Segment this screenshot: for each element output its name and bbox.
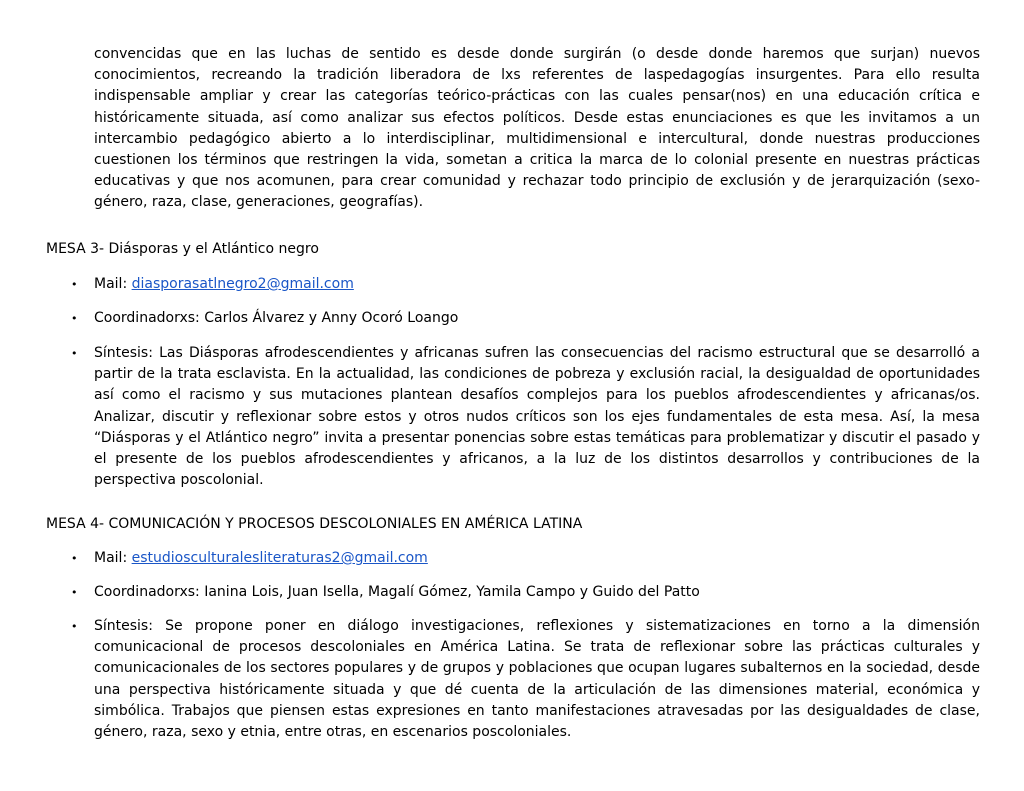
mesa4-mail-link[interactable]: estudiosculturalesliteraturas2@gmail.com <box>131 550 428 566</box>
bullet-icon: • <box>71 278 78 291</box>
mesa4-mail-label: Mail: <box>94 550 132 566</box>
mesa4-sintesis-item <box>71 616 980 743</box>
mesa3-coordinadores-item <box>71 308 980 329</box>
mesa3-mail-link[interactable]: diasporasatlnegro2@gmail.com <box>131 276 354 292</box>
mesa3-title: MESA 3- Diásporas y el Atlántico negro <box>46 241 319 257</box>
bullet-icon: • <box>71 586 78 599</box>
mesa4-sintesis: Síntesis: Se propone poner en diálogo investigaciones, reflexiones y sistematizaciones en torno a la dimensión comunicacional de procesos descoloniales en América Latina. Se trata de reflexionar sobre las prácticas culturales y comunicacionales de los sectores populares y de grupos y poblaciones que ocupan lugares subalternos en la sociedad, desde una perspectiva históricamente situada y que dé cuenta de la articulación de las dimensiones material, económica y simbólica. Trabajos que piensen estas expresiones en tanto manifestaciones atravesadas por las desigualdades de clase, género, raza, sexo y etnia, entre otras, en escenarios poscoloniales. <box>94 618 980 741</box>
intro-paragraph: convencidas que en las luchas de sentido es desde donde surgirán (o desde donde haremos que surjan) nuevos conocimientos, recreando la tradición liberadora de lxs referentes de laspedagogías insurgentes. Para ello resulta indispensable ampliar y crear las categorías teórico-prácticas con las cuales pensar(nos) en una educación crítica e históricamente situada, así como analizar sus efectos políticos. Desde estas enunciaciones es que les invitamos a un intercambio pedagógico abierto a lo interdisciplinar, multidimensional e intercultural, donde nuestras producciones cuestionen los términos que restringen la vida, sometan a critica la marca de lo colonial presente en nuestras prácticas educativas y que nos acomunen, para crear comunidad y rechazar todo principio de exclusión y de jerarquización (sexo-género, raza, clase, generaciones, geografías). <box>94 46 980 211</box>
mesa4-coordinadores-item <box>71 582 980 603</box>
mesa3-sintesis: Síntesis: Las Diásporas afrodescendientes y africanas sufren las consecuencias del racismo estructural que se desarrolló a partir de la trata esclavista. En la actualidad, las condiciones de pobreza y exclusión racial, la desigualdad de oportunidades así como el racismo y sus mutaciones plantean desafíos complejos para los pueblos afrodescendientes y africanas/os. Analizar, discutir y reflexionar sobre estos y otros nudos críticos son los ejes fundamentales de esta mesa. Así, la mesa “Diásporas y el Atlántico negro” invita a presentar ponencias sobre estas temáticas para problematizar y discutir el pasado y el presente de los pueblos afrodescendientes y africanos, a la luz de los distintos desarrollos y contribuciones de la perspectiva poscolonial. <box>94 345 980 489</box>
mesa4-coordinadores: Coordinadorxs: Ianina Lois, Juan Isella, Magalí Gómez, Yamila Campo y Guido del Patto <box>94 584 700 600</box>
mesa3-mail-item <box>71 274 980 295</box>
bullet-icon: • <box>71 312 78 325</box>
mesa3-mail-label: Mail: <box>94 276 132 292</box>
bullet-icon: • <box>71 552 78 565</box>
mesa3-coordinadores: Coordinadorxs: Carlos Álvarez y Anny Ocoró Loango <box>94 310 459 326</box>
mesa4-mail-item <box>71 548 980 569</box>
bullet-icon: • <box>71 347 78 360</box>
mesa3-sintesis-item <box>71 343 980 491</box>
bullet-icon: • <box>71 620 78 633</box>
mesa4-title: MESA 4- COMUNICACIÓN Y PROCESOS DESCOLONIALES EN AMÉRICA LATINA <box>46 516 583 532</box>
